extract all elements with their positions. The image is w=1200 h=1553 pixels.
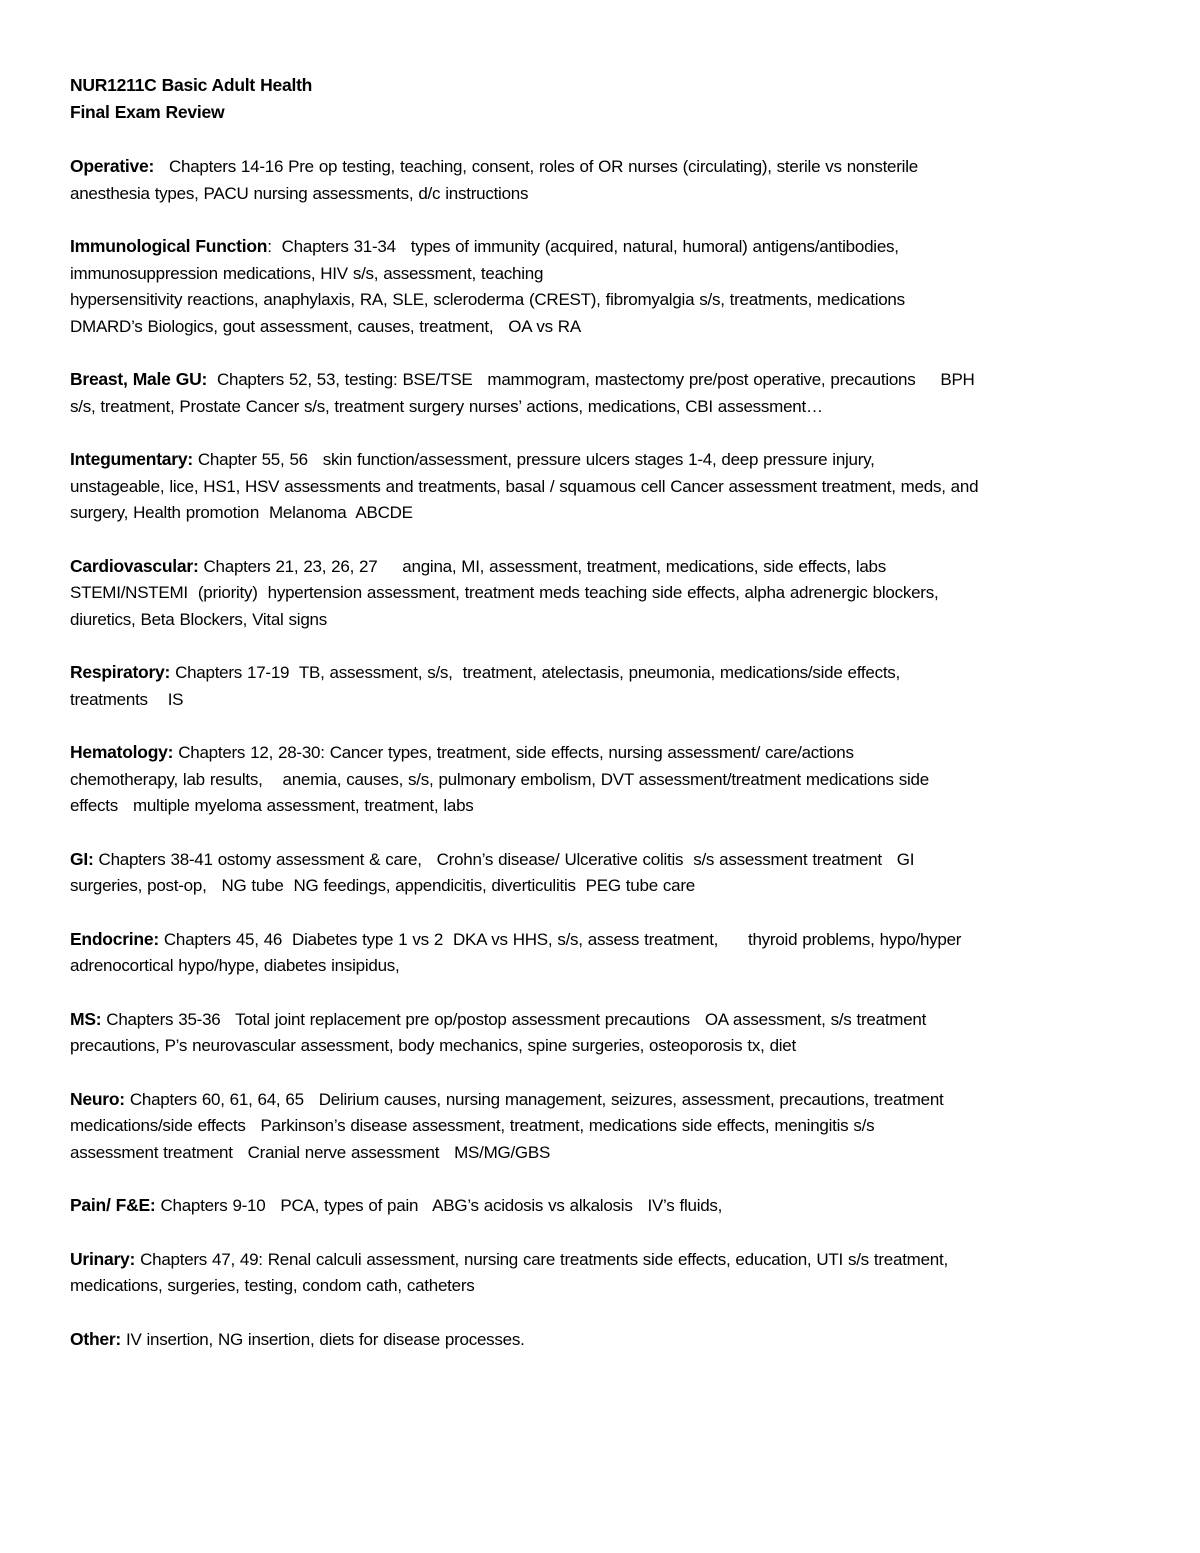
section-text: Chapters 35-36 Total joint replacement pre op/postop assessment precautions OA assessment, s/s treatment: [101, 1009, 927, 1029]
section-first-line: [70, 846, 1140, 874]
section-first-line: [70, 659, 1140, 687]
section-text-line: hypersensitivity reactions, anaphylaxis, RA, SLE, scleroderma (CREST), fibromyalgia s/s, treatments, medications: [70, 290, 905, 309]
section-first-line: [70, 739, 1140, 767]
review-section: [70, 1246, 1140, 1300]
section-text-line: s/s, treatment, Prostate Cancer s/s, treatment surgery nurses’ actions, medications, CBI assessment…: [70, 396, 823, 416]
section-heading: Pain/ F&E:: [70, 1195, 156, 1215]
section-first-line: [70, 366, 1140, 394]
section-text-line: STEMI/NSTEMI (priority) hypertension assessment, treatment meds teaching side effects, alpha adrenergic blockers,: [70, 583, 939, 602]
section-text-line: DMARD’s Biologics, gout assessment, causes, treatment, OA vs RA: [70, 316, 581, 336]
section-text: Chapters 47, 49: Renal calculi assessment, nursing care treatments side effects, education, UTI s/s treatment,: [135, 1249, 948, 1269]
document-title-block: [70, 72, 1140, 126]
review-section: [70, 659, 1140, 713]
section-text: Chapters 14-16 Pre op testing, teaching, consent, roles of OR nurses (circulating), sterile vs nonsterile: [154, 157, 918, 176]
review-section: [70, 1086, 1140, 1167]
document-body: [70, 72, 1140, 1379]
review-section: [70, 739, 1140, 820]
review-section: [70, 1006, 1140, 1060]
review-section: [70, 366, 1140, 420]
section-first-line: [70, 153, 1140, 181]
section-heading: Operative:: [70, 156, 155, 176]
review-section: [70, 446, 1140, 527]
section-text-line: anesthesia types, PACU nursing assessments, d/c instructions: [70, 183, 529, 203]
section-text-line: adrenocortical hypo/hype, diabetes insipidus,: [70, 956, 400, 975]
section-first-line: [70, 233, 1140, 261]
review-section: [70, 233, 1140, 340]
section-heading: Integumentary:: [70, 449, 193, 469]
section-text-line: diuretics, Beta Blockers, Vital signs: [70, 609, 327, 629]
section-text-line: treatments IS: [70, 689, 184, 709]
section-text-line: chemotherapy, lab results, anemia, causes, s/s, pulmonary embolism, DVT assessment/treatment medications side: [70, 769, 929, 789]
section-text-line: effects multiple myeloma assessment, treatment, labs: [70, 796, 474, 815]
section-heading: Hematology:: [70, 742, 174, 762]
section-text: IV insertion, NG insertion, diets for disease processes.: [121, 1329, 525, 1349]
section-text: Chapters 45, 46 Diabetes type 1 vs 2 DKA vs HHS, s/s, assess treatment, thyroid problems, hypo/hyper: [158, 929, 962, 949]
section-text-line: surgeries, post-op, NG tube NG feedings, appendicitis, diverticulitis PEG tube care: [70, 876, 695, 895]
review-section: [70, 153, 1140, 207]
section-text: Chapters 21, 23, 26, 27 angina, MI, assessment, treatment, medications, side effects, labs: [198, 556, 887, 576]
section-first-line: [70, 1086, 1140, 1114]
review-section: [70, 1326, 1140, 1354]
review-section: [70, 926, 1140, 980]
section-first-line: [70, 1326, 1140, 1354]
section-text-line: surgery, Health promotion Melanoma ABCDE: [70, 503, 413, 522]
section-text: Chapters 12, 28-30: Cancer types, treatment, side effects, nursing assessment/ care/actions: [173, 743, 854, 762]
section-text: Chapters 17-19 TB, assessment, s/s, treatment, atelectasis, pneumonia, medications/side effects,: [170, 663, 901, 682]
section-text: : Chapters 31-34 types of immunity (acquired, natural, humoral) antigens/antibodies,: [267, 237, 899, 256]
section-text-line: precautions, P’s neurovascular assessment, body mechanics, spine surgeries, osteoporosis tx, diet: [70, 1036, 796, 1055]
review-section: [70, 846, 1140, 900]
section-text-line: medications, surgeries, testing, condom cath, catheters: [70, 1276, 475, 1295]
section-heading: Respiratory:: [70, 662, 171, 682]
section-heading: Immunological Function: [70, 236, 268, 256]
section-text-line: immunosuppression medications, HIV s/s, assessment, teaching: [70, 263, 544, 283]
section-heading: Urinary:: [70, 1248, 136, 1269]
document-title: NUR1211C Basic Adult Health: [70, 75, 313, 95]
review-section: [70, 1192, 1140, 1220]
document-subtitle: Final Exam Review: [70, 102, 225, 122]
section-heading: Breast, Male GU:: [70, 369, 208, 389]
section-heading: Cardiovascular:: [70, 555, 199, 576]
section-text: Chapters 9-10 PCA, types of pain ABG’s acidosis vs alkalosis IV’s fluids,: [155, 1196, 723, 1215]
review-sections: [70, 153, 1140, 1353]
section-text-line: assessment treatment Cranial nerve assessment MS/MG/GBS: [70, 1142, 551, 1162]
section-text: Chapters 60, 61, 64, 65 Delirium causes, nursing management, seizures, assessment, precautions, treatment: [124, 1089, 944, 1109]
section-heading: Neuro:: [70, 1088, 125, 1109]
section-first-line: [70, 446, 1140, 474]
section-first-line: [70, 1006, 1140, 1034]
section-first-line: [70, 926, 1140, 954]
section-text-line: medications/side effects Parkinson’s disease assessment, treatment, medications side effects, meningitis s/s: [70, 1116, 875, 1135]
section-heading: Other:: [70, 1328, 121, 1349]
section-text-line: unstageable, lice, HS1, HSV assessments and treatments, basal / squamous cell Cancer assessment treatment, meds, and: [70, 476, 979, 496]
section-heading: GI:: [70, 848, 94, 869]
section-text: Chapters 38-41 ostomy assessment & care, Crohn’s disease/ Ulcerative colitis s/s assessment treatment GI: [93, 849, 915, 869]
section-heading: Endocrine:: [70, 928, 159, 949]
section-first-line: [70, 1192, 1140, 1220]
section-first-line: [70, 553, 1140, 581]
section-text: Chapters 52, 53, testing: BSE/TSE mammogram, mastectomy pre/post operative, precautions BPH: [207, 370, 975, 389]
section-text: Chapter 55, 56 skin function/assessment, pressure ulcers stages 1-4, deep pressure injury,: [192, 450, 875, 469]
section-first-line: [70, 1246, 1140, 1274]
review-section: [70, 553, 1140, 634]
section-heading: MS:: [70, 1008, 102, 1029]
